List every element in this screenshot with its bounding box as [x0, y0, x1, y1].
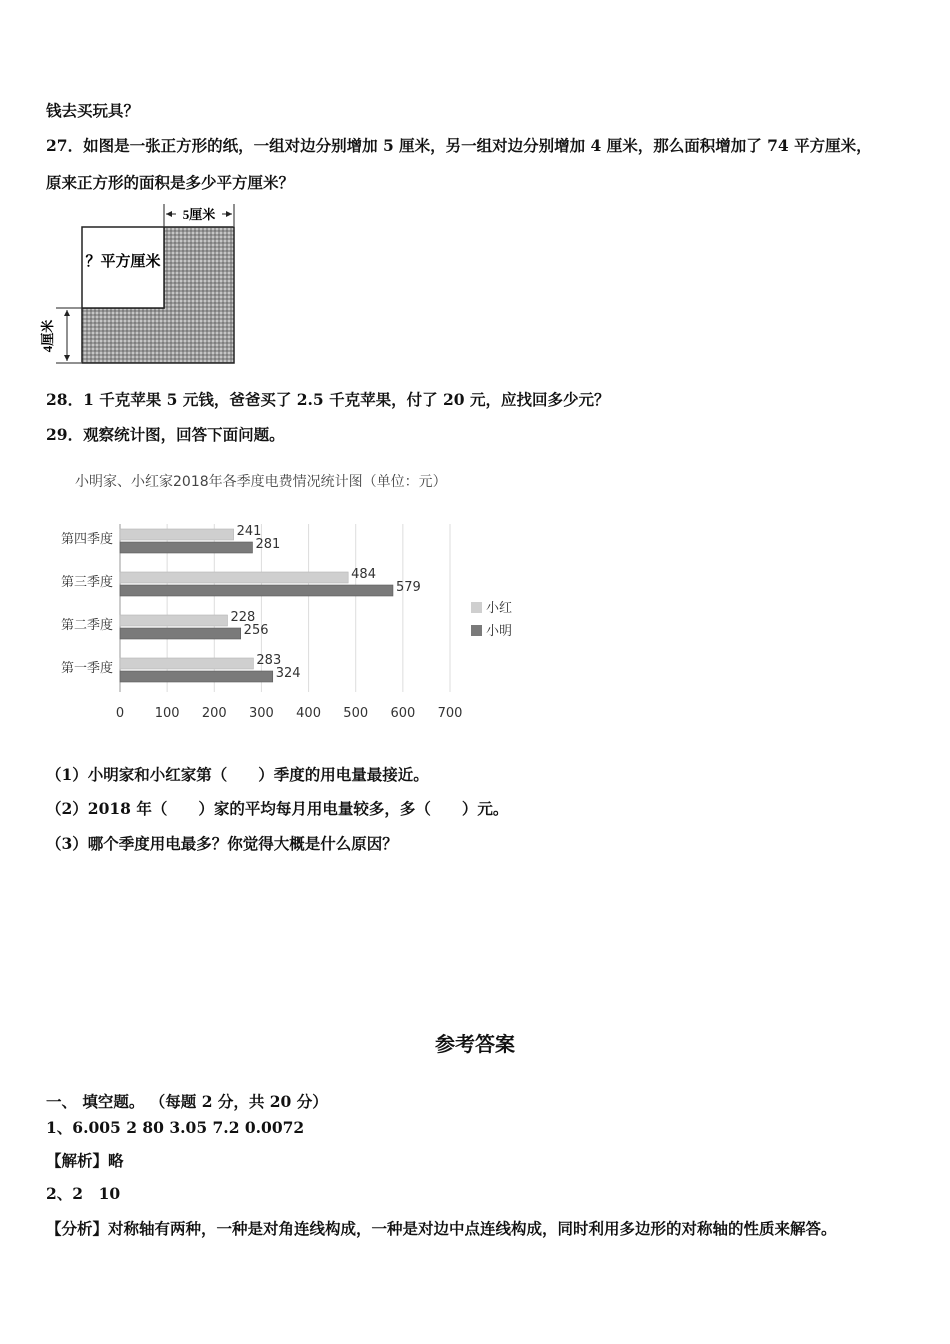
- x-tick-label: 300: [249, 706, 274, 721]
- question-27: 27．如图是一张正方形的纸，一组对边分别增加 5 厘米，另一组对边分别增加 4 厘米，那么面积增加了 74 平方厘米，: [46, 136, 872, 155]
- data-label: 579: [395, 580, 421, 595]
- top-dimension-label: 5厘米: [182, 207, 216, 222]
- legend-label: 小红: [486, 601, 513, 616]
- square-paper-figure: [40, 200, 250, 372]
- data-label: 256: [243, 623, 269, 638]
- category-label: 第二季度: [60, 618, 113, 633]
- answer-1: 1、6.005 2 80 3.05 7.2 0.0072: [46, 1118, 305, 1137]
- bar-xiaohong: [120, 615, 227, 626]
- x-tick-label: 400: [296, 706, 321, 721]
- section-heading: 一、 填空题。 （每题 2 分，共 20 分）: [46, 1092, 328, 1111]
- question-27-cont: 原来正方形的面积是多少平方厘米？: [46, 173, 295, 192]
- bar-xiaoming: [120, 628, 241, 639]
- legend-swatch: [471, 625, 482, 636]
- x-tick-label: 700: [437, 706, 463, 721]
- answer-2: 2、2 10: [46, 1184, 121, 1203]
- bar-xiaohong: [120, 529, 234, 540]
- x-tick-label: 0: [115, 706, 125, 721]
- data-label: 241: [236, 524, 262, 539]
- x-tick-label: 600: [390, 706, 416, 721]
- answer-1-note: 【解析】略: [46, 1151, 124, 1170]
- sub-question-3: （3）哪个季度用电最多？你觉得大概是什么原因？: [46, 834, 398, 853]
- question-28: 28．1 千克苹果 5 元钱，爸爸买了 2.5 千克苹果，付了 20 元，应找回多少元？: [46, 390, 610, 409]
- category-label: 第三季度: [60, 575, 113, 590]
- arrow-left-icon: [166, 211, 172, 217]
- arrow-up-icon: [64, 310, 70, 316]
- question-29: 29．观察统计图，回答下面问题。: [46, 425, 285, 444]
- bar-xiaoming: [120, 585, 393, 596]
- electricity-bar-chart: [40, 462, 540, 732]
- answer-2-note: 【分析】对称轴有两种，一种是对角连线构成，一种是对边中点连线构成，同时利用多边形的对称轴的性质来解答。: [46, 1219, 837, 1238]
- data-label: 484: [351, 567, 376, 582]
- x-tick-label: 100: [154, 706, 180, 721]
- data-label: 283: [256, 653, 282, 668]
- category-label: 第一季度: [60, 661, 113, 676]
- data-label: 281: [255, 537, 281, 552]
- sub-question-1: （1）小明家和小红家第（ ）季度的用电量最接近。: [46, 765, 429, 784]
- data-label: 228: [230, 610, 256, 625]
- sub-question-2: （2）2018 年（ ）家的平均每月用电量较多，多（ ）元。: [46, 799, 509, 818]
- arrow-right-icon: [226, 211, 232, 217]
- bar-xiaoming: [120, 671, 273, 682]
- bar-xiaohong: [120, 658, 253, 669]
- x-tick-label: 500: [343, 706, 369, 721]
- category-label: 第四季度: [60, 532, 113, 547]
- unknown-area-label: ？平方厘米: [85, 254, 161, 270]
- x-tick-label: 200: [201, 706, 227, 721]
- chart-title: 小明家、小红家2018年各季度电费情况统计图（单位：元）: [75, 474, 447, 490]
- data-label: 324: [275, 666, 301, 681]
- arrow-down-icon: [64, 355, 70, 361]
- answers-title: 参考答案: [435, 1032, 515, 1056]
- side-dimension-label: 4厘米: [40, 319, 55, 353]
- text-line: 钱去买玩具？: [46, 101, 140, 120]
- bar-xiaohong: [120, 572, 348, 583]
- bar-xiaoming: [120, 542, 252, 553]
- legend-label: 小明: [486, 624, 513, 639]
- legend-swatch: [471, 602, 482, 613]
